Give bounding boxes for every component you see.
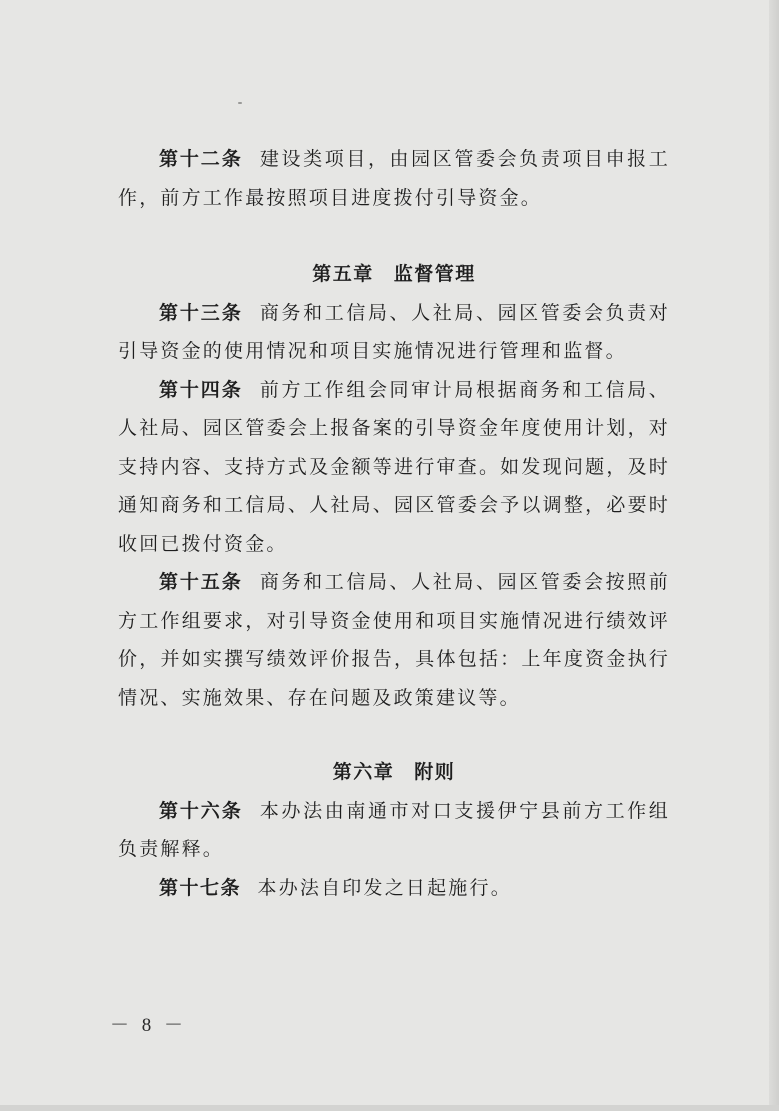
page-edge-shadow <box>769 0 779 1111</box>
article-text: 商务和工信局、人社局、园区管委会按照前方工作组要求，对引导资金使用和项目实施情况进行绩效评价，并如实撰写绩效评价报告，具体包括：上年度资金执行情况、实施效果、存在问题及政策建议等。 <box>118 571 670 709</box>
article-16 <box>118 792 670 869</box>
article-text: 商务和工信局、人社局、园区管委会负责对引导资金的使用情况和项目实施情况进行管理和监督。 <box>118 301 670 362</box>
document-body <box>118 140 670 907</box>
page-bottom-edge <box>0 1105 779 1111</box>
article-14 <box>118 371 670 564</box>
scan-speck <box>238 102 242 104</box>
chapter-number: 第五章 <box>312 263 374 285</box>
article-label: 第十二条 <box>159 148 243 170</box>
chapter-number: 第六章 <box>332 761 395 783</box>
article-text: 本办法由南通市对口支援伊宁县前方工作组负责解释。 <box>118 799 670 860</box>
article-text: 前方工作组会同审计局根据商务和工信局、人社局、园区管委会上报备案的引导资金年度使用计划，对支持内容、支持方式及金额等进行审查。如发现问题，及时通知商务和工信局、人社局、园区管委会予以调整，必要时收回已拨付资金。 <box>118 378 670 555</box>
article-label: 第十三条 <box>159 301 243 324</box>
article-text: 本办法自印发之日起施行。 <box>257 876 512 899</box>
article-label: 第十六条 <box>159 799 243 822</box>
chapter-heading-6 <box>118 753 670 792</box>
article-17 <box>118 869 670 908</box>
article-13 <box>118 294 670 371</box>
article-label: 第十七条 <box>159 876 242 899</box>
article-label: 第十四条 <box>159 378 243 401</box>
chapter-heading-5 <box>118 255 670 294</box>
chapter-title: 附则 <box>414 761 456 783</box>
chapter-title: 监督管理 <box>393 263 476 285</box>
article-label: 第十五条 <box>159 571 243 593</box>
article-15 <box>118 563 670 717</box>
article-text: 建设类项目，由园区管委会负责项目申报工作，前方工作最按照项目进度拨付引导资金。 <box>118 148 670 209</box>
page-number: － 8 － <box>110 1015 188 1036</box>
article-12 <box>118 140 670 217</box>
